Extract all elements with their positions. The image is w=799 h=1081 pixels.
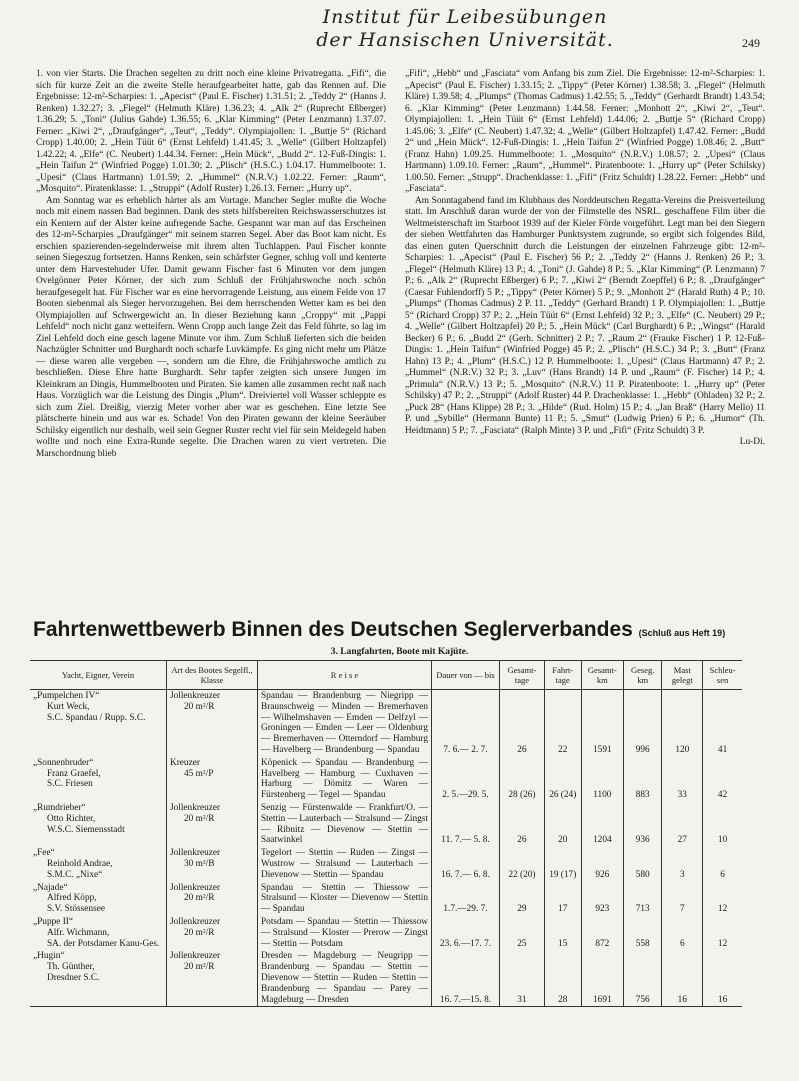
yacht-cell <box>30 950 167 1006</box>
total-days-cell: 22 (20) <box>500 847 545 881</box>
yacht-name: „Rumdrieber“ <box>33 802 86 813</box>
sailed-km-cell: 713 <box>623 882 662 916</box>
route-cell: Spandau — Stettin — Thiessow — Stralsund — Kloster — Dievenow — Stettin — Spandau <box>258 882 432 916</box>
duration-cell: 16. 7.— 6. 8. <box>432 847 500 881</box>
total-days-cell: 26 <box>500 802 545 847</box>
duration-cell: 2. 5.—29. 5. <box>432 757 500 802</box>
yacht-cell <box>30 882 167 916</box>
stamp-line-2: der Hansischen Universität. <box>316 29 614 51</box>
boat-type: Kreuzer <box>170 757 200 768</box>
locks-cell: 42 <box>703 757 742 802</box>
locks-cell: 12 <box>703 882 742 916</box>
mast-lowered-cell: 120 <box>662 690 703 757</box>
header-fahrttage: Fahrt-tage <box>544 661 581 690</box>
page-number: 249 <box>742 36 760 50</box>
total-km-cell: 923 <box>581 882 623 916</box>
sailing-days-cell: 19 (17) <box>544 847 581 881</box>
route-cell: Tegelort — Stettin — Ruden — Zingst — Wustrow — Stralsund — Lauterbach — Dievenow — Stettin — Spandau <box>258 847 432 881</box>
locks-cell: 41 <box>703 690 742 757</box>
boat-type-cell <box>167 882 258 916</box>
yacht-cell <box>30 847 167 881</box>
duration-cell: 1.7.—29. 7. <box>432 882 500 916</box>
library-stamp <box>300 6 630 52</box>
owner-name: Franz Graefel, <box>47 768 101 779</box>
sail-class: 20 m²/R <box>184 962 215 973</box>
mast-lowered-cell: 6 <box>662 916 703 950</box>
boat-type-cell <box>167 847 258 881</box>
table-row <box>30 847 742 881</box>
results-table <box>30 660 742 1007</box>
mast-lowered-cell: 16 <box>662 950 703 1006</box>
boat-type: Jollenkreuzer <box>170 691 221 701</box>
owner-name: Reinhold Andrae, <box>47 858 113 869</box>
boat-type-cell <box>167 802 258 847</box>
header-schleusen: Schleu-sen <box>703 661 742 690</box>
sail-class: 20 m²/R <box>184 927 215 938</box>
total-days-cell: 25 <box>500 916 545 950</box>
sailed-km-cell: 996 <box>623 690 662 757</box>
yacht-name: „Najade“ <box>33 882 68 893</box>
total-km-cell: 1100 <box>581 757 623 802</box>
yacht-cell <box>30 757 167 802</box>
section-note: (Schluß aus Heft 19) <box>638 628 726 638</box>
owner-name: Th. Günther, <box>47 962 95 973</box>
sail-class: 20 m²/R <box>184 893 215 904</box>
sailing-days-cell: 17 <box>544 882 581 916</box>
section-title <box>33 618 725 642</box>
owner-name: Otto Richter, <box>47 813 96 824</box>
club-name: S.V. Stössensee <box>47 904 105 915</box>
table-row <box>30 916 742 950</box>
table-row <box>30 757 742 802</box>
boat-type: Jollenkreuzer <box>170 951 221 962</box>
sail-class: 30 m²/B <box>184 858 215 869</box>
total-km-cell: 1204 <box>581 802 623 847</box>
table-row <box>30 882 742 916</box>
boat-type: Jollenkreuzer <box>170 882 221 893</box>
table-row <box>30 950 742 1006</box>
club-name: Dresdner S.C. <box>47 972 100 983</box>
sailed-km-cell: 558 <box>623 916 662 950</box>
sailed-km-cell: 756 <box>623 950 662 1006</box>
yacht-name: „Puppe II“ <box>33 916 74 927</box>
sailed-km-cell: 580 <box>623 847 662 881</box>
boat-type: Jollenkreuzer <box>170 916 221 927</box>
mast-lowered-cell: 33 <box>662 757 703 802</box>
yacht-cell <box>30 802 167 847</box>
header-gesegkm: Geseg. km <box>623 661 662 690</box>
boat-type-cell <box>167 690 258 757</box>
paragraph: Am Sonntagabend fand im Klubhaus des Norddeutschen Regatta-Vereins die Preisverteilung statt. Im Anschluß daran wurde der von der Filmstelle des NSRL. geschaffene Film über die Weltmeisterschaft im Starboot 1939 auf der Kieler Förde vorgeführt. Legt man bei den Siegern der sieben Wettfahrten das Hamburger Punktsystem zugrunde, so ergibt sich folgendes Bild, das einen guten Querschnitt durch die Leistungen der einzelnen Fahrzeuge gibt: 12-m²-Scharpies: 1. „Apecist“ (Paul E. Fischer) 56 P.; 2. „Teddy 2“ (Hanns J. Renken) 26 P.; 3. „Flegel“ (Helmuth Kläre) 13 P.; 4. „Toni“ (J. Gahde) 8 P.; 5. „Klar Kimming“ (P. Lenzmann) 7 P.; 6. „Alk 2“ (Ruprecht Eßberger) 6 P.; 7. „Kiwi 2“ (Berndt Zoepffel) 6 P.; 8. „Draufgänger“ (Caesar Fuhlendorff) 5 P.; „Tippy“ (Peter Körner) 5 P.; 9. „Monhott 2“ (Harald Ruth) 4 P.; 10. „Plumps“ (Thomas Cadmus) 2 P. 11. „Teddy“ (Gerhard Brandt) 1 P. Olympiajollen: 1. „Buttje 5“ (Richard Cropp) 37 P.; 2. „Hein Tüüt 6“ (Ernst Lehfeld) 32 P.; 3. „Elfe“ (C. Neubert) 29 P.; 4. „Welle“ (Gilbert Holtzapfel) 20 P.; 5. „Hein Mück“ (Carl Burghardt) 6 P.; „Wingst“ (Harald Becker) 6 P.; 6. „Budd 2“ (Gerh. Schnitter) 2 P.; 7. „Raum 2“ (Frauke Fischer) 1 P. 12-Fuß-Dingis: 1. „Hein Taifun“ (Winfried Pogge) 45 P.; 2. „Plisch“ (H.S.C.) 34 P.; 3. „Butt“ (Franz Hahn) 13 P.; 4. „Plum“ (H.S.C.) 12 P. Hummelboote: 1. „Upesi“ (Claus Hartmann) 47 P.; 2. „Hummel“ (N.R.V.) 32 P.; 3. „Luv“ (Hans Brandt) 14 P. und „Raum“ (F. Fischer) 14 P.; 4. „Primula“ (N.R.V.) 13 P.; 5. „Mosquito“ (N.R.V.) 11 P. Piratenboote: 1. „Hurry up“ (Peter Schilsky) 47 P.; 2. „Struppi“ (Adolf Ruster) 44 P. Drachenklasse: 1. „Hebb“ (Ohladen) 32 P.; 2. „Puck 28“ (Hans Klippe) 28 P.; 3. „Hilde“ (Rud. Holm) 15 P.; 4. „Jan Braß“ (Harry Mello) 11 P. und „Sybille“ (Hermann Bunte) 11 P.; 5. „Smut“ (Ludwig Prien) 6 P.; 6. „Humor“ (Th. Heidtmann) 5 P.; 7. „Fasciata“ (Ralph Minte) 3 P. und „Fifi“ (Fritz Schuldt) 3 P. <box>405 195 765 436</box>
owner-name: Alfr. Wichmann, <box>47 927 110 938</box>
yacht-cell <box>30 690 167 757</box>
duration-cell: 23. 6.—17. 7. <box>432 916 500 950</box>
route-cell: Dresden — Magdeburg — Neugripp — Brandenburg — Spandau — Stettin — Dievenow — Stettin — Ruden — Stettin — Brandenburg — Spandau — Parey — Magdeburg — Dresden <box>258 950 432 1006</box>
left-column <box>36 69 386 460</box>
sailing-days-cell: 22 <box>544 690 581 757</box>
boat-type: Jollenkreuzer <box>170 848 221 859</box>
owner-name: Alfred Köpp, <box>47 893 97 904</box>
total-km-cell: 926 <box>581 847 623 881</box>
sailed-km-cell: 883 <box>623 757 662 802</box>
total-days-cell: 29 <box>500 882 545 916</box>
locks-cell: 12 <box>703 916 742 950</box>
total-days-cell: 31 <box>500 950 545 1006</box>
total-km-cell: 872 <box>581 916 623 950</box>
sailing-days-cell: 26 (24) <box>544 757 581 802</box>
boat-type-cell <box>167 916 258 950</box>
sailing-days-cell: 15 <box>544 916 581 950</box>
mast-lowered-cell: 3 <box>662 847 703 881</box>
sail-class: 45 m²/P <box>184 768 214 779</box>
club-name: S.C. Spandau / Rupp. S.C. <box>47 712 146 723</box>
yacht-name: „Pumpelchen IV“ <box>33 691 100 701</box>
yacht-name: „Fee“ <box>33 848 55 859</box>
header-yacht: Yacht, Eigner, Verein <box>30 661 167 690</box>
total-km-cell: 1591 <box>581 690 623 757</box>
boat-type: Jollenkreuzer <box>170 802 221 813</box>
locks-cell: 10 <box>703 802 742 847</box>
sailing-days-cell: 28 <box>544 950 581 1006</box>
sailing-days-cell: 20 <box>544 802 581 847</box>
sail-class: 20 m²/R <box>184 813 215 824</box>
header-gesamttage: Gesamt-tage <box>500 661 545 690</box>
table-body <box>30 690 742 1007</box>
table-row <box>30 690 742 757</box>
club-name: S.C. Friesen <box>47 779 93 790</box>
locks-cell: 6 <box>703 847 742 881</box>
paragraph: Am Sonntag war es erheblich härter als am Vortage. Mancher Segler mußte die Woche noch mit einem nassen Bad beginnen. Dank des stets hilfsbereiten Reichswasserschutzes ist ein Kentern auf der Alster keine aufregende Sache. Gespannt war man auf das Erscheinen des 12-m²-Scharpies „Draufgänger“ mit seinem starren Segel. Aber das Boot kam nicht. Es erschien spazierenden-segelnderweise mit ihrem alten Tuchlappen. Paul Fischer konnte seinen Siegeszug fortsetzen. Hanns Renken, sein schärfster Gegner, schlug voll und kenterte unter dem Harvestehuder Ufer. Damit gewann Fischer fast 6 Minuten vor dem jungen Ovelgönner Peter Körner, der sich zum Schluß der Frühjahrswoche noch schön heraufgesegelt hat. Für Fischer war es eine hervorragende Leistung, aus einem Felde von 17 Booten siebenmal als Sieger hervorzugehen. Bei dem herrschenden Wetter kam es bei den Olympiajollen auf Schwergewicht an. In dieser Beziehung kann „Croppy“ mit „Pappi Lehfeld“ noch nicht ganz wetteifern. Wenn Cropp auch lange Zeit das Feld führte, so lag im Ziel Lehfeld doch eine gesch lagene Minute vor ihm. Zum Schluß lieferten sich die beiden Nachzügler Schnitter und Burghardt noch scharfe Luvkämpfe. Es ging nicht mehr um Plätze — diese waren alle vergeben —, sondern um die Ehre, die Frühjahrswoche amtlich zu beschließen. Diese Ehre hatte Burghardt. Sehr tapfer zeigten sich unsere Jungen im Kleinkram an Dingis, Hummelbooten und Piraten. Sie kamen alle zusammen recht naß nach Haus. Vorzüglich war die Leistung des Dingis „Plum“. Dreiviertel voll Wasser schleppte es sich zum Ziel. Dreißig, vierzig Meter vorher aber war es geschehen. Eine letzte See plätscherte hinein und aus war es. Schade! Von den Piraten gewann der kleine Seeräuber Schilsky eigentlich nur deshalb, weil sein Gegner Ruster recht viel für sein Meldegeld haben wollte und noch eine Extra-Runde segelte. Die Drachen waren zu viert vertreten. Die Marschordnung blieb <box>36 195 386 459</box>
sailed-km-cell: 936 <box>623 802 662 847</box>
owner-name: Kurt Weck, <box>47 701 90 712</box>
boat-type-cell <box>167 757 258 802</box>
paragraph: 1. von vier Starts. Die Drachen segelten zu dritt noch eine kleine Privatregatta. „Fifi“, die sich für kurze Zeit an die zweite Stelle heraufgearbeitet hatte, gab das Rennen auf. Die Ergebnisse: 12-m²-Scharpies: 1. „Apecist“ (Paul E. Fischer) 1.31.51; 2. „Teddy 2“ (Hanns J. Renken) 1.32.27; 3. „Flegel“ (Helmuth Kläre) 1.36.23; 4. „Alk 2“ (Ruprecht Eßberger) 1.36.29; 5. „Toni“ (Julius Gahde) 1.36.55; 6. „Klar Kimming“ (Peter Lenzmann) 1.37.07. Ferner: „Kiwi 2“, „Draufgänger“, „Teut“, „Teddy“. Olympiajollen: 1. „Buttje 5“ (Richard Cropp) 1.40.00; 2. „Hein Tüüt 6“ (Ernst Lehfeld) 1.41.45; 3. „Welle“ (Gilbert Holtzapfel) 1.42.22; 4. „Elfe“ (C. Neubert) 1.44.34. Ferner: „Hein Mück“, „Budd 2“. 12-Fuß-Dingis: 1. „Hein Taifun 2“ (Winfried Pogge) 1.01.30; 2. „Plisch“ (H.S.C.) 1.04.17. Hummelboote: 1. „Upesi“ (Claus Hartmann) 1.01.59; 2. „Hummel“ (N.R.V.) 1.02.22. Ferner: „Raum“, „Mosquito“. Piratenklasse: 1. „Struppi“ (Adolf Ruster) 1.26.13. Ferner: „Hurry up“. <box>36 69 386 194</box>
header-art: Art des Bootes Segelfl., Klasse <box>167 661 258 690</box>
club-name: W.S.C. Siemensstadt <box>47 824 125 835</box>
route-cell: Köpenick — Spandau — Brandenburg — Havelberg — Hamburg — Cuxhaven — Harburg — Dömitz — Waren — Fürstenberg — Tegel — Spandau <box>258 757 432 802</box>
locks-cell: 16 <box>703 950 742 1006</box>
sail-class: 20 m²/R <box>184 701 215 712</box>
duration-cell: 16. 7.—15. 8. <box>432 950 500 1006</box>
header-reise: R e i s e <box>258 661 432 690</box>
mast-lowered-cell: 7 <box>662 882 703 916</box>
boat-type-cell <box>167 950 258 1006</box>
total-days-cell: 28 (26) <box>500 757 545 802</box>
club-name: SA. der Potsdamer Kanu-Ges. <box>47 938 160 949</box>
section-title-text: Fahrtenwettbewerb Binnen des Deutschen Seglerverbandes <box>33 618 633 641</box>
yacht-name: „Hugin“ <box>33 951 65 962</box>
stamp-line-1: Institut für Leibesübungen <box>322 6 608 28</box>
club-name: S.M.C. „Nixe“ <box>47 869 103 880</box>
header-mast: Mast gelegt <box>662 661 703 690</box>
yacht-name: „Sonnenbruder“ <box>33 757 94 768</box>
duration-cell: 7. 6.— 2. 7. <box>432 690 500 757</box>
total-days-cell: 26 <box>500 690 545 757</box>
yacht-cell <box>30 916 167 950</box>
author-signature: Lu-Di. <box>739 437 765 447</box>
route-cell: Spandau — Brandenburg — Niegripp — Braunschweig — Minden — Bremerhaven — Wilhelmshaven — Emden — Delfzyl — Groningen — Emden — Leer — Oldenburg — Bremerhaven — Otterndorf — Hamburg — Havelberg — Brandenburg — Spandau <box>258 690 432 757</box>
paragraph: „Fifi“, „Hebb“ und „Fasciata“ vom Anfang bis zum Ziel. Die Ergebnisse: 12-m²-Scharpies: 1. „Apecist“ (Paul E. Fischer) 1.33.15; 2. „Tippy“ (Peter Körner) 1.38.58; 3. „Flegel“ (Helmuth Kläre) 1.39.58; 4. „Plumps“ (Thomas Cadmus) 1.42.55; 5. „Teddy“ (Gerhardt Brandt) 1.43.54; 6. „Klar Kimming“ (Peter Lenzmann) 1.44.58. Ferner: „Monhott 2“, „Kiwi 2“, „Teut“. Olympiajollen: 1. „Hein Tüüt 6“ (Ernst Lehfeld) 1.44.06; 2. „Buttje 5“ (Richard Cropp) 1.45.06; 3. „Elfe“ (C. Neubert) 1.47.32; 4. „Welle“ (Gilbert Holtzapfel) 1.47.42. Ferner: „Budd 2“ und „Hein Mück“. 12-Fuß-Dingis: 1. „Hein Taifun 2“ (Winfried Pogge) 1.08.46; 2. „Butt“ (Franz Hahn) 1.09.25. Hummelboote: 1. „Mosquito“ (N.R.V.) 1.08.57; 2. „Upesi“ (Claus Hartmann) 1.09.10. Ferner: „Raum“, „Hummel“. Piratenboote: 1. „Hurry up“ (Peter Schilsky) 1.00.50. Ferner: „Strupp“. Drachenklasse: 1. „Fifi“ (Fritz Schuldt) 1.28.22. Ferner: „Hebb“ und „Fasciata“. <box>405 69 765 194</box>
mast-lowered-cell: 27 <box>662 802 703 847</box>
table-row <box>30 802 742 847</box>
total-km-cell: 1691 <box>581 950 623 1006</box>
header-dauer: Dauer von — bis <box>432 661 500 690</box>
header-gesamtkm: Gesamt-km <box>581 661 623 690</box>
table-header-row <box>30 661 742 690</box>
duration-cell: 11. 7.— 5. 8. <box>432 802 500 847</box>
table-subtitle: 3. Langfahrten, Boote mit Kajüte. <box>330 647 469 657</box>
route-cell: Potsdam — Spandau — Stettin — Thiessow — Stralsund — Kloster — Prerow — Zingst — Stettin — Potsdam <box>258 916 432 950</box>
route-cell: Senzig — Fürstenwalde — Frankfurt/O. — Stettin — Lauterbach — Stralsund — Zingst — Ribnitz — Dievenow — Stettin — Saatwinkel <box>258 802 432 847</box>
right-column <box>405 69 765 449</box>
